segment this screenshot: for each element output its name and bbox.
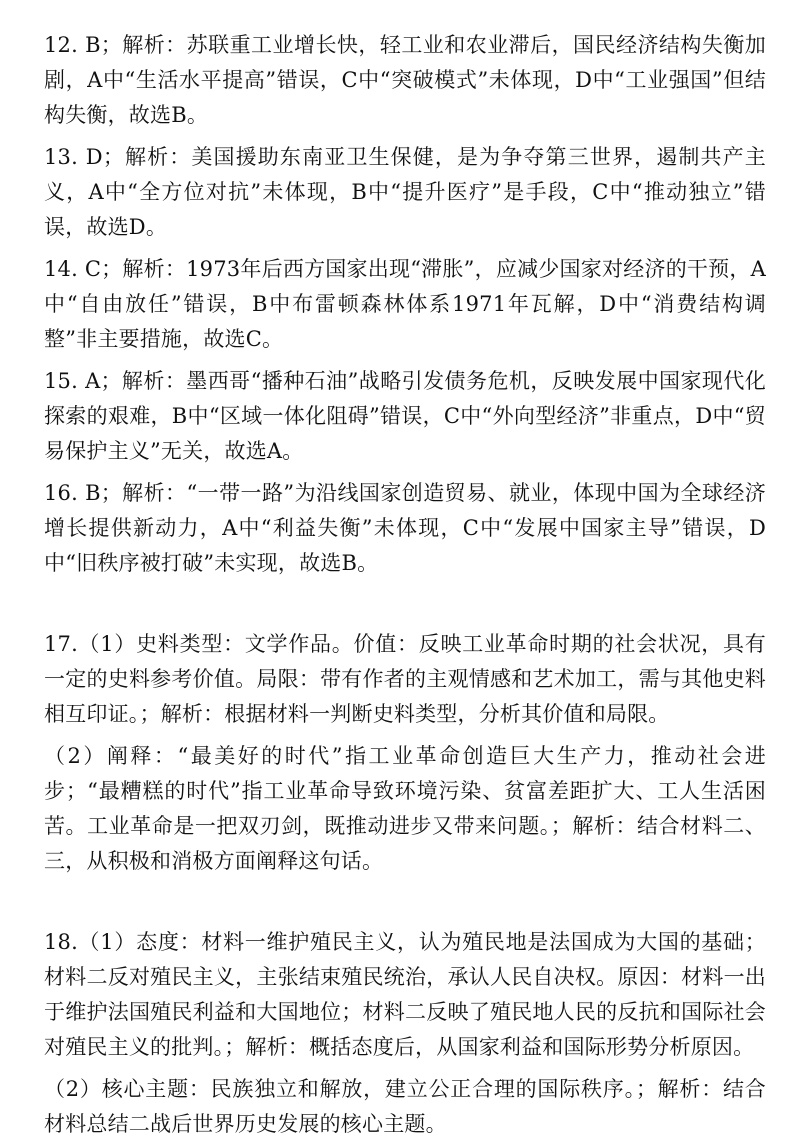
answer-12: 12. B；解析：苏联重工业增长快，轻工业和农业滞后，国民经济结构失衡加剧，A中“生活水平提高”错误，C中“突破模式”未体现，D中“工业强国”但结构失衡，故选B。 — [44, 33, 766, 127]
answer-15: 15. A；解析：墨西哥“播种石油”战略引发债务危机，反映发展中国家现代化探索的艰难，B中“区域一体化阻碍”错误，C中“外向型经济”非重点，D中“贸易保护主义”无关，故选A。 — [44, 369, 766, 463]
answer-17-part-1: 17.（1）史料类型：文学作品。价值：反映工业革命时期的社会状况，具有一定的史料参考价值。局限：带有作者的主观情感和艺术加工，需与其他史料相互印证。；解析：根据材料一判断史料类型，分析其价值和局限。 — [44, 632, 766, 726]
answer-18-part-2: （2）核心主题：民族独立和解放，建立公正合理的国际秩序。；解析：结合材料总结二战后世界历史发展的核心主题。 — [44, 1077, 766, 1136]
answer-document — [44, 28, 766, 1142]
answer-17-part-2: （2）阐释：“最美好的时代”指工业革命创造巨大生产力，推动社会进步；“最糟糕的时代”指工业革命导致环境污染、贫富差距扩大、工人生活困苦。工业革命是一把双刃剑，既推动进步又带来问题。；解析：结合材料二、三，从积极和消极方面阐释这句话。 — [44, 744, 766, 873]
answer-18-part-1: 18.（1）态度：材料一维护殖民主义，认为殖民地是法国成为大国的基础；材料二反对殖民主义，主张结束殖民统治，承认人民自决权。原因：材料一出于维护法国殖民利益和大国地位；材料二反映了殖民地人民的反抗和国际社会对殖民主义的批判。；解析：概括态度后，从国家利益和国际形势分析原因。 — [44, 930, 766, 1059]
answer-13: 13. D；解析：美国援助东南亚卫生保健，是为争夺第三世界，遏制共产主义，A中“全方位对抗”未体现，B中“提升医疗”是手段，C中“推动独立”错误，故选D。 — [44, 145, 766, 239]
answer-16: 16. B；解析：“一带一路”为沿线国家创造贸易、就业，体现中国为全球经济增长提供新动力，A中“利益失衡”未体现，C中“发展中国家主导”错误，D中“旧秩序被打破”未实现，故选B。 — [44, 481, 766, 575]
answer-14: 14. C；解析：1973年后西方国家出现“滞胀”，应减少国家对经济的干预，A中“自由放任”错误，B中布雷顿森林体系1971年瓦解，D中“消费结构调整”非主要措施，故选C。 — [44, 257, 766, 351]
